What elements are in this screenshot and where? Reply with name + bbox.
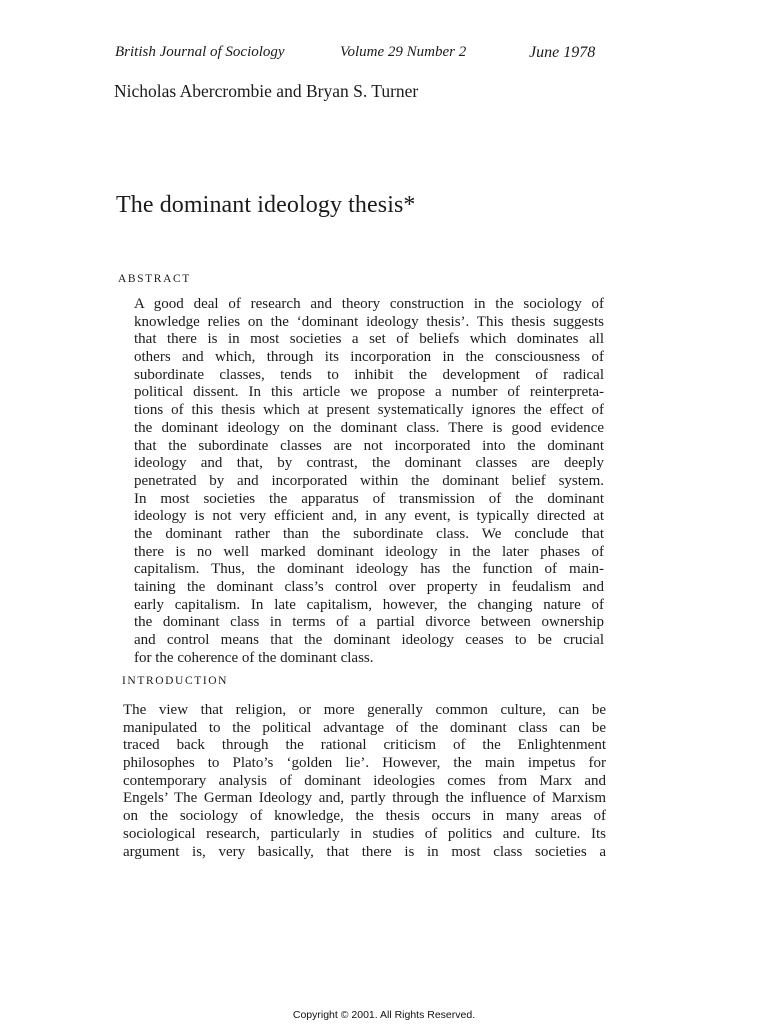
abstract-line: tions of this thesis which at present systematically ignores the effect of	[134, 402, 604, 419]
abstract-line: the dominant rather than the subordinate class. We conclude that	[134, 525, 604, 542]
abstract-line: In most societies the apparatus of transmission of the dominant	[134, 490, 604, 507]
abstract-line: there is no well marked dominant ideology in the later phases of	[134, 543, 604, 560]
abstract-heading: ABSTRACT	[118, 273, 191, 285]
introduction-line: sociological research, particularly in studies of politics and culture. Its	[123, 825, 606, 842]
article-title: The dominant ideology thesis*	[116, 192, 416, 218]
abstract-line: ideology and that, by contrast, the dominant classes are deeply	[134, 455, 604, 472]
publication-date: June 1978	[529, 44, 596, 61]
introduction-line: argument is, very basically, that there is in most class societies a	[123, 843, 606, 860]
abstract-line: the dominant class in terms of a partial divorce between ownership	[134, 614, 604, 631]
abstract-line: penetrated by and incorporated within the dominant belief system.	[134, 472, 604, 489]
introduction-line: The view that religion, or more generally common culture, can be	[123, 702, 606, 718]
journal-name: British Journal of Sociology	[115, 44, 285, 60]
abstract-line: capitalism. Thus, the dominant ideology has the function of main-	[134, 561, 604, 578]
abstract-line: early capitalism. In late capitalism, however, the changing nature of	[134, 596, 604, 613]
introduction-line: traced back through the rational criticism of the Enlightenment	[123, 737, 606, 754]
introduction-line: manipulated to the political advantage of the dominant class can be	[123, 719, 606, 736]
abstract-line: A good deal of research and theory construction in the sociology of	[134, 296, 604, 312]
abstract-line: the dominant ideology on the dominant class. There is good evidence	[134, 419, 604, 436]
authors: Nicholas Abercrombie and Bryan S. Turner	[114, 81, 419, 101]
introduction-line: Engels’ The German Ideology and, partly through the influence of Marxism	[123, 790, 606, 807]
introduction-heading: INTRODUCTION	[122, 675, 229, 687]
abstract-body	[134, 296, 604, 667]
abstract-line: knowledge relies on the ‘dominant ideology thesis’. This thesis suggests	[134, 313, 604, 330]
abstract-line: political dissent. In this article we propose a number of reinterpreta-	[134, 384, 604, 401]
abstract-line: subordinate classes, tends to inhibit the development of radical	[134, 366, 604, 383]
volume-number: Volume 29 Number 2	[340, 44, 467, 60]
introduction-body	[123, 702, 606, 861]
abstract-line: that there is in most societies a set of beliefs which dominates all	[134, 331, 604, 348]
abstract-line: others and which, through its incorporation in the consciousness of	[134, 349, 604, 366]
abstract-line: for the coherence of the dominant class.	[134, 649, 374, 666]
introduction-line: philosophes to Plato’s ‘golden lie’. However, the main impetus for	[123, 755, 606, 772]
abstract-line: taining the dominant class’s control over property in feudalism and	[134, 579, 604, 595]
abstract-line: and control means that the dominant ideology ceases to be crucial	[134, 632, 604, 649]
copyright-notice: Copyright © 2001. All Rights Reserved.	[292, 1009, 476, 1021]
introduction-line: contemporary analysis of dominant ideologies comes from Marx and	[123, 772, 606, 789]
abstract-line: that the subordinate classes are not incorporated into the dominant	[134, 437, 604, 454]
abstract-line: ideology is not very efficient and, in any event, is typically directed at	[134, 508, 604, 525]
introduction-line: on the sociology of knowledge, the thesis occurs in many areas of	[123, 808, 606, 825]
